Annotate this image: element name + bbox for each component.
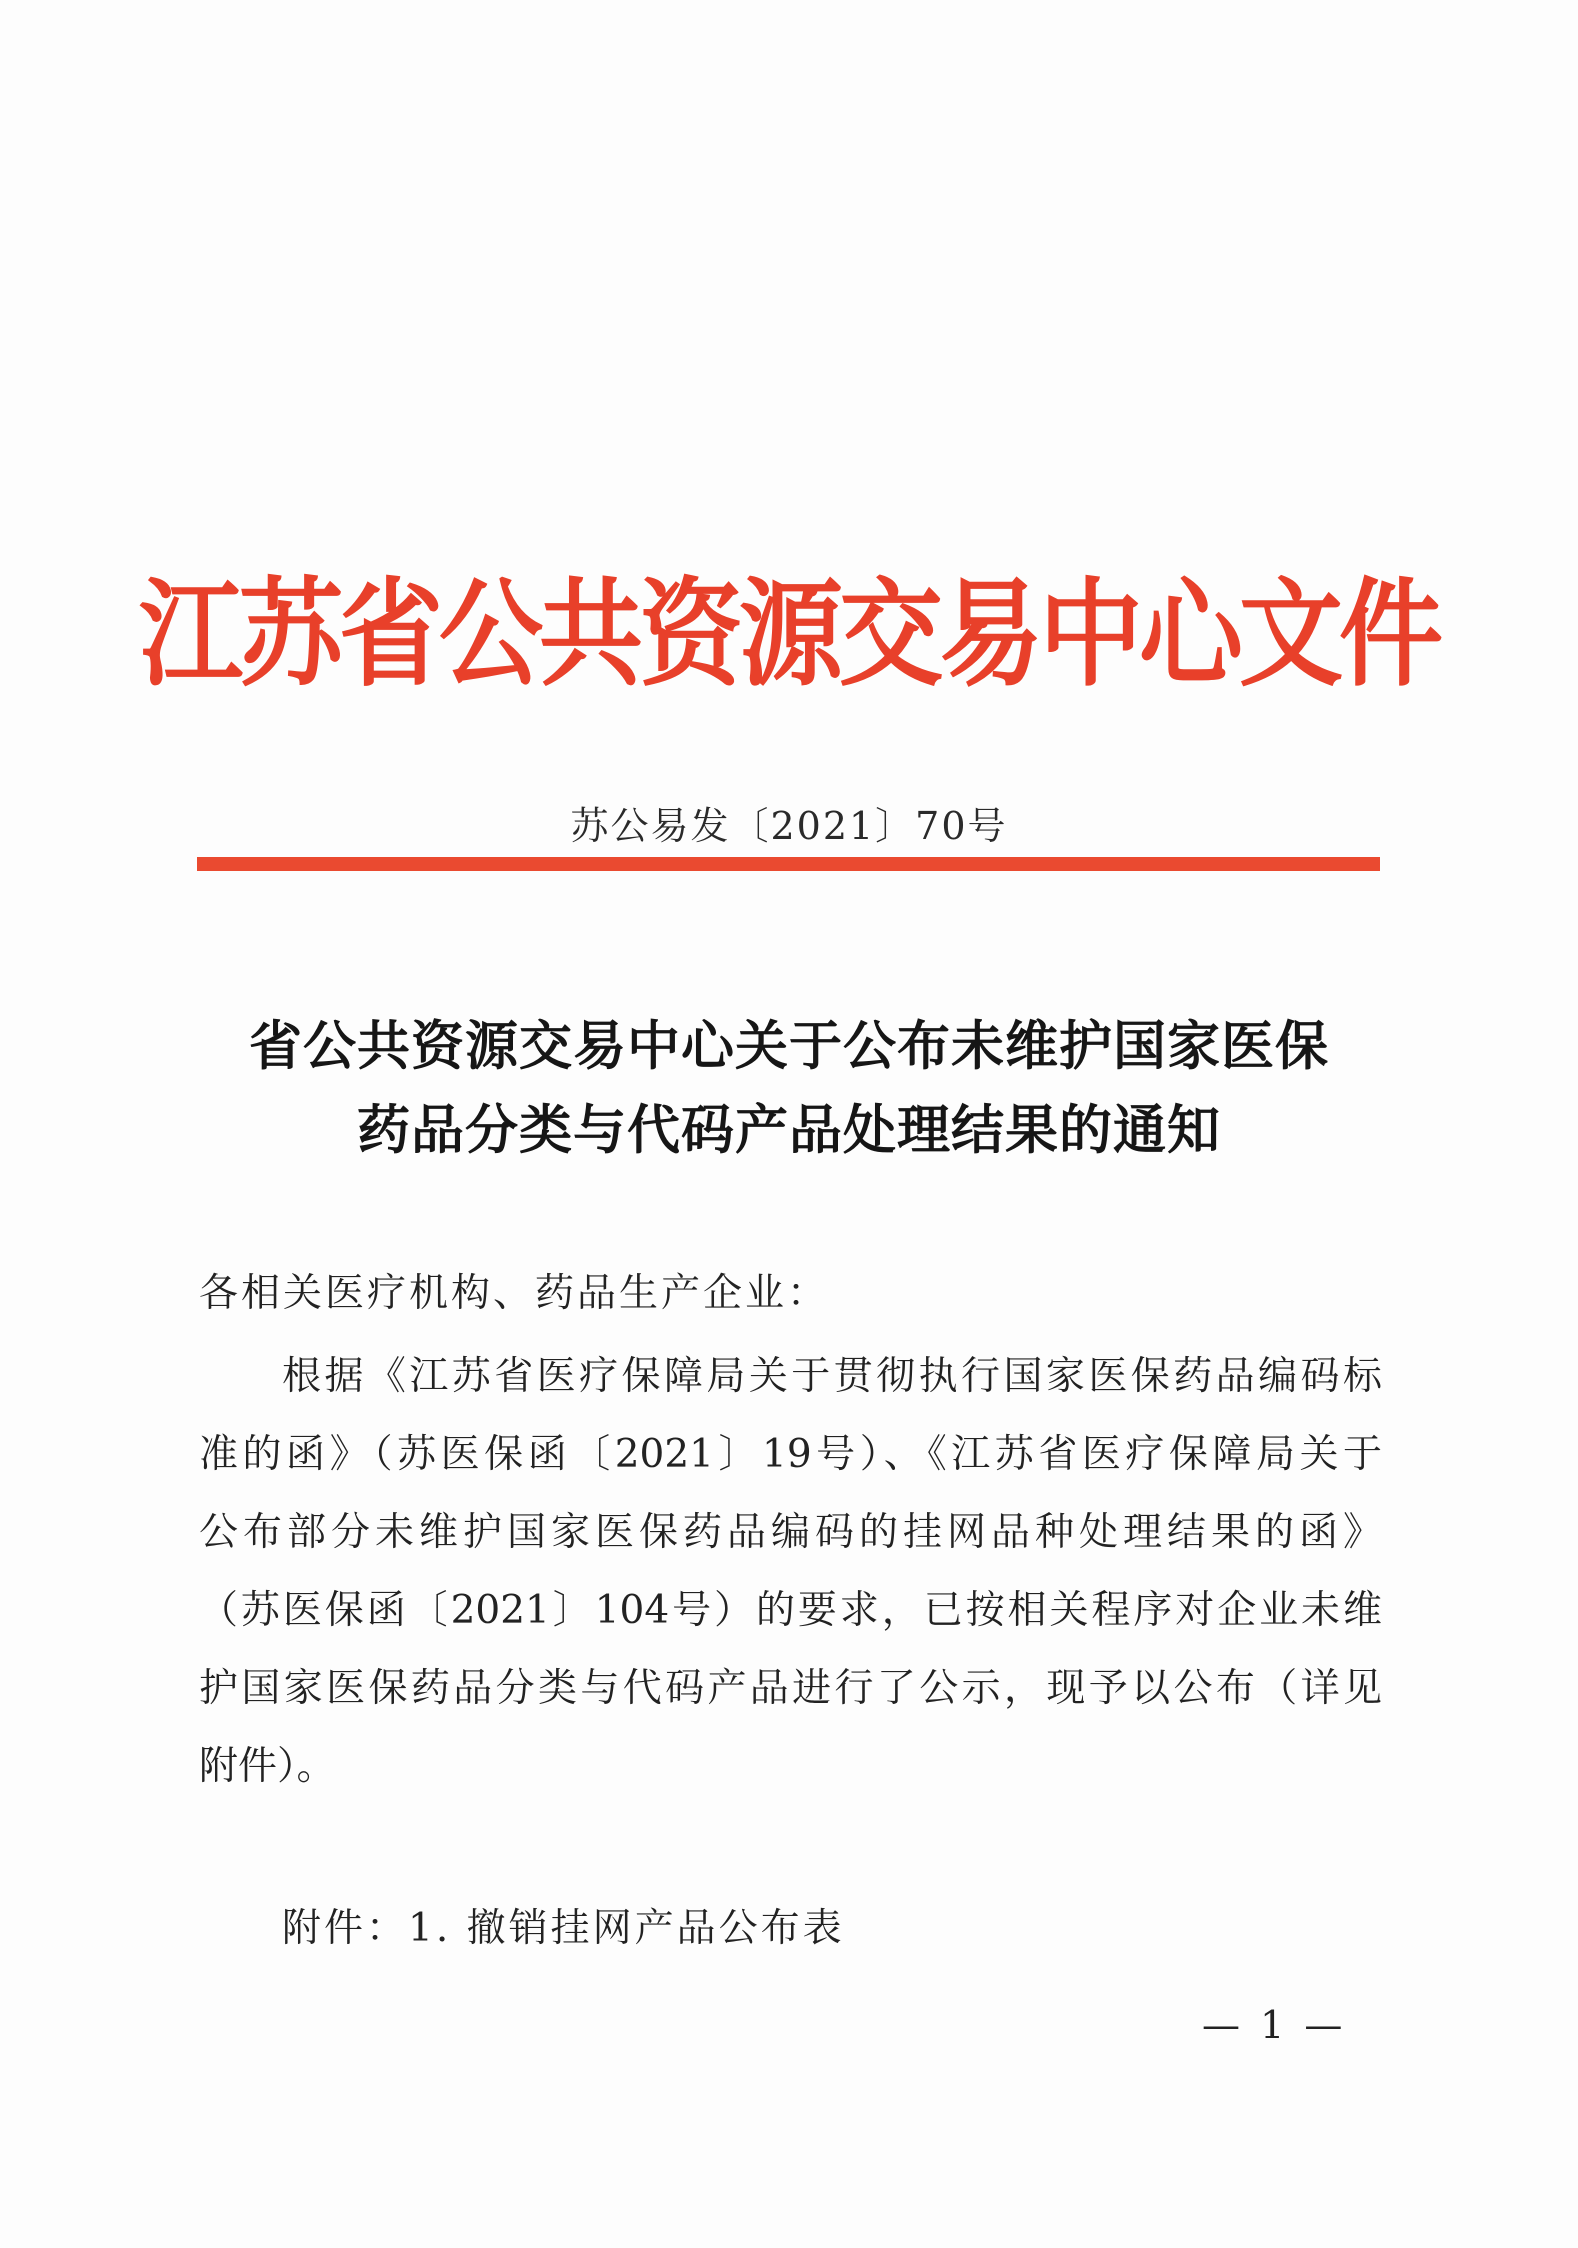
body-line-3: 公布部分未维护国家医保药品编码的挂网品种处理结果的函》	[199, 1510, 1382, 1555]
body-line-6: 附件）。	[199, 1744, 336, 1789]
notice-title-line-2: 药品分类与代码产品处理结果的通知	[357, 1100, 1221, 1161]
body-line-1: 根据《江苏省医疗保障局关于贯彻执行国家医保药品编码标	[282, 1354, 1382, 1399]
notice-title-line-1: 省公共资源交易中心关于公布未维护国家医保	[249, 1016, 1329, 1077]
body-line-4: （苏医保函〔2021〕104号）的要求，已按相关程序对企业未维	[199, 1588, 1382, 1633]
body-line-2: 准的函》（苏医保函〔2021〕19号）、《江苏省医疗保障局关于	[199, 1432, 1382, 1477]
masthead-title: 江苏省公共资源交易中心文件	[138, 565, 1439, 703]
attachment-line: 附件：1. 撤销挂网产品公布表	[282, 1906, 845, 1951]
red-divider	[197, 857, 1380, 871]
page-number: — 1 —	[1202, 2003, 1347, 2047]
salutation: 各相关医疗机构、药品生产企业：	[199, 1271, 830, 1316]
document-number: 苏公易发〔2021〕70号	[570, 804, 1008, 848]
body-line-5: 护国家医保药品分类与代码产品进行了公示，现予以公布（详见	[199, 1666, 1382, 1711]
